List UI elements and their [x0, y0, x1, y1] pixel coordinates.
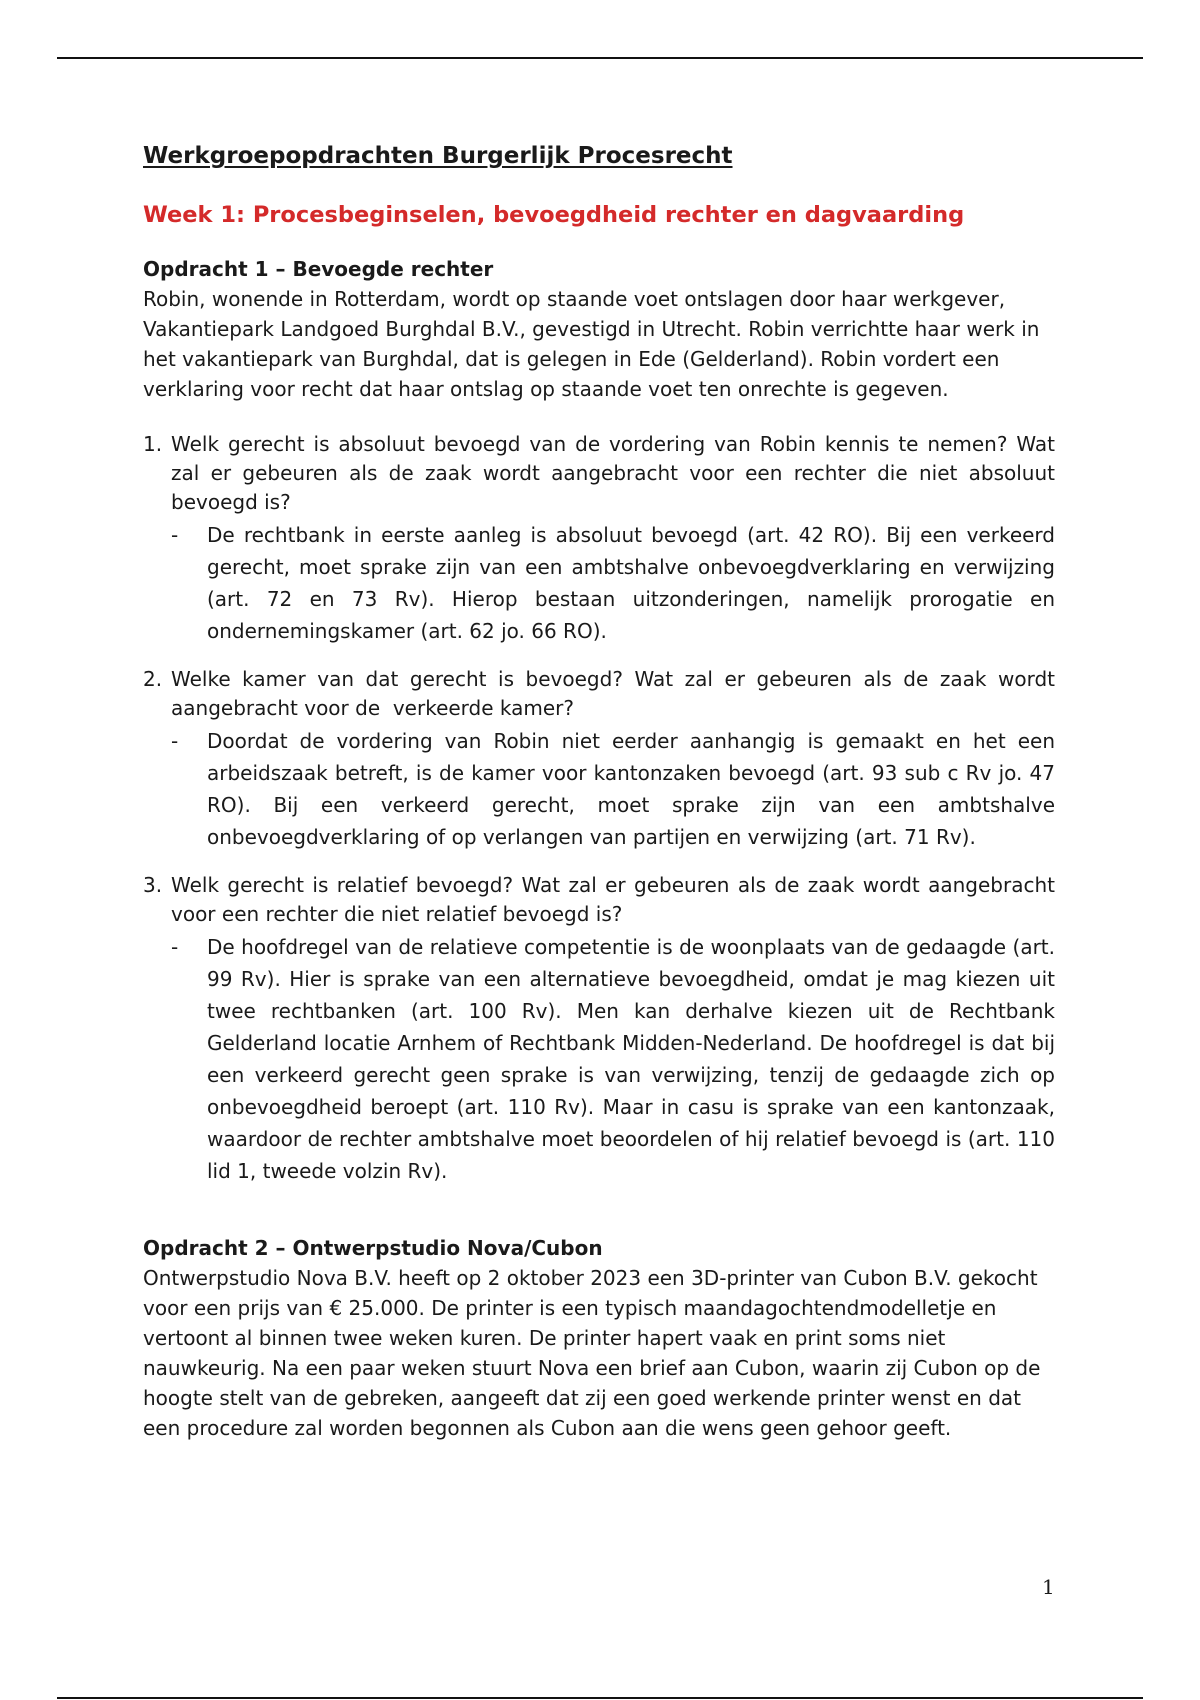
question-text: Welk gerecht is relatief bevoegd? Wat zal er gebeuren als de zaak wordt aangebracht voor een rechter die niet relatief bevoegd is? [171, 872, 1055, 926]
question-item [143, 430, 1055, 647]
question-number: 1. [143, 431, 163, 456]
answer-text: De rechtbank in eerste aanleg is absoluut bevoegd (art. 42 RO). Bij een verkeerd gerecht, moet sprake zijn van een ambtshalve onbevoegdverklaring en verwijzing (art. 72 en 73 Rv). Hierop bestaan uitzonderingen, namelijk prorogatie en ondernemingskamer (art. 62 jo. 66 RO). [207, 522, 1055, 643]
document-title: Werkgroepopdrachten Burgerlijk Procesrecht [143, 143, 733, 169]
assignment-1 [143, 254, 1062, 1187]
bullet-dash: - [171, 728, 179, 753]
question-item [143, 665, 1062, 853]
footer-rule [57, 1697, 1143, 1699]
assignment-1-heading: Opdracht 1 – Bevoegde rechter [143, 256, 494, 281]
answer-item [171, 519, 1055, 647]
assignment-1-intro: Robin, wonende in Rotterdam, wordt op staande voet ontslagen door haar werkgever, Vakantiepark Landgoed Burghdal B.V., gevestigd in Utrecht. Robin verrichtte haar werk in het vakantiepark van Burghdal, dat is gelegen in Ede (Gelderland). Robin vordert een verklaring voor recht dat haar ontslag op staande voet ten onrechte is gegeven. [143, 286, 1040, 401]
answer-item [171, 931, 1055, 1187]
header-rule [57, 57, 1143, 59]
bullet-dash: - [171, 522, 179, 547]
assignment-2-intro: Ontwerpstudio Nova B.V. heeft op 2 oktober 2023 een 3D-printer van Cubon B.V. gekocht voor een prijs van € 25.000. De printer is een typisch maandagochtendmodelletje en vertoont al binnen twee weken kuren. De printer hapert vaak en print soms niet nauwkeurig. Na een paar weken stuurt Nova een brief aan Cubon, waarin zij Cubon op de hoogte stelt van de gebreken, aangeeft dat zij een goed werkende printer wenst en dat een procedure zal worden begonnen als Cubon aan die wens geen gehoor geeft. [143, 1265, 1041, 1440]
question-text: Welk gerecht is absoluut bevoegd van de vordering van Robin kennis te nemen? Wat zal er gebeuren als de zaak wordt aangebracht voor een rechter die niet absoluut bevoegd is? [171, 431, 1055, 514]
assignment-2 [143, 1233, 1055, 1443]
question-list [143, 430, 1062, 1187]
answer-text: De hoofdregel van de relatieve competentie is de woonplaats van de gedaagde (art. 99 Rv). Hier is sprake van een alternatieve bevoegdheid, omdat je mag kiezen uit twee rechtbanken (art. 100 Rv). Men kan derhalve kiezen uit de Rechtbank Gelderland locatie Arnhem of Rechtbank Midden-Nederland. De hoofdregel is dat bij een verkeerd gerecht geen sprake is van verwijzing, tenzij de gedaagde zich op onbevoegdheid beroept (art. 110 Rv). Maar in casu is sprake van een kantonzaak, waardoor de rechter ambtshalve moet beoordelen of hij relatief bevoegd is (art. 110 lid 1, tweede volzin Rv). [207, 934, 1055, 1183]
week-title: Week 1: Procesbeginselen, bevoegdheid rechter en dagvaarding [143, 202, 965, 229]
question-item [143, 871, 1055, 1187]
document-page [143, 140, 1062, 1443]
page-number: 1 [1042, 1575, 1055, 1599]
bullet-dash: - [171, 934, 179, 959]
question-text: Welke kamer van dat gerecht is bevoegd? Wat zal er gebeuren als de zaak wordt aangebracht voor de verkeerde kamer? [171, 666, 1062, 720]
answer-text: Doordat de vordering van Robin niet eerder aanhangig is gemaakt en het een arbeidszaak betreft, is de kamer voor kantonzaken bevoegd (art. 93 sub c Rv jo. 47 RO). Bij een verkeerd gerecht, moet sprake zijn van een ambtshalve onbevoegdverklaring of op verlangen van partijen en verwijzing (art. 71 Rv). [207, 728, 1055, 849]
question-number: 3. [143, 872, 163, 897]
question-number: 2. [143, 666, 163, 691]
assignment-2-heading: Opdracht 2 – Ontwerpstudio Nova/Cubon [143, 1235, 603, 1260]
answer-item [171, 725, 1055, 853]
